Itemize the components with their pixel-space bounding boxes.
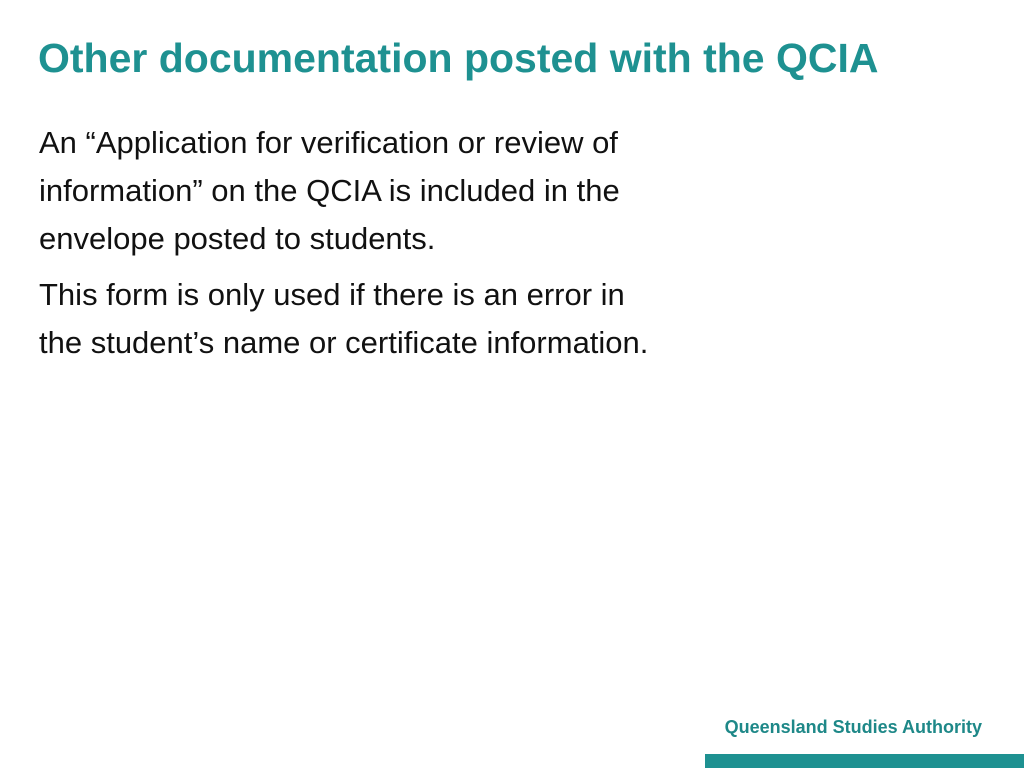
body-line: information” on the QCIA is included in the — [39, 173, 620, 208]
qsa-logo-text: Queensland Studies Authority — [724, 717, 982, 737]
slide-body — [39, 119, 839, 375]
body-line: An “Application for verification or review of — [39, 125, 618, 160]
body-line: This form is only used if there is an error in — [39, 277, 625, 312]
body-paragraph-2 — [39, 271, 839, 367]
footer-accent-bar — [705, 754, 1024, 768]
body-line: envelope posted to students. — [39, 221, 436, 256]
body-paragraph-1 — [39, 119, 839, 263]
body-line: the student’s name or certificate information. — [39, 325, 649, 360]
slide-title: Other documentation posted with the QCIA — [38, 35, 879, 81]
